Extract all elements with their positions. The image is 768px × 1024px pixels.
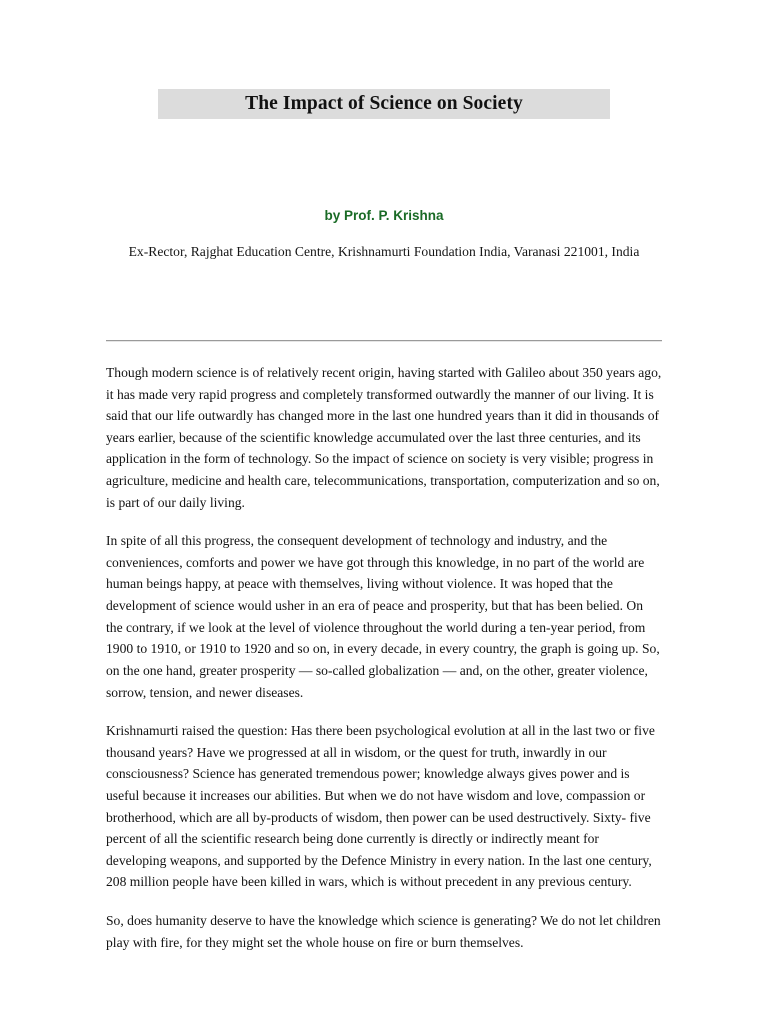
body-paragraph: Krishnamurti raised the question: Has there been psychological evolution at all in the last two or five thousand years? Have we progressed at all in wisdom, or the quest for truth, inwardly in our consciousness? Science has generated tremendous power; knowledge always gives power and is useful because it increases our abilities. But when we do not have wisdom and love, compassion or brotherhood, which are all by-products of wisdom, then power can be used destructively. Sixty- five percent of all the scientific research being done currently is directly or indirectly meant for developing weapons, and supported by the Defence Ministry in every nation. In the last one century, 208 million people have been killed in wars, which is without precedent in any previous century. [106,723,655,890]
body-paragraph: So, does humanity deserve to have the knowledge which science is generating? We do not let children play with fire, for they might set the whole house on fire or burn themselves. [106,913,661,950]
page-title: The Impact of Science on Society [245,93,523,115]
author-affiliation: Ex-Rector, Rajghat Education Centre, Krishnamurti Foundation India, Varanasi 221001, India [128,244,640,259]
author-byline: by Prof. P. Krishna [324,208,444,223]
body-paragraph: Though modern science is of relatively recent origin, having started with Galileo about 350 years ago, it has made very rapid progress and completely transformed outwardly the manner of our living. It is said that our life outwardly has changed more in the last one hundred years than it did in thousands of years earlier, because of the scientific knowledge accumulated over the last three centuries, and its application in the form of technology. So the impact of science on society is very visible; progress in agriculture, medicine and health care, telecommunications, transportation, computerization and so on, is part of our daily living. [106,365,662,510]
header-divider [106,340,662,342]
article-body [106,362,662,953]
title-band [158,89,610,119]
body-paragraph: In spite of all this progress, the consequent development of technology and industry, and the conveniences, comforts and power we have got through this knowledge, in no part of the world are human beings happy, at peace with themselves, living without violence. It was hoped that the development of science would usher in an era of peace and prosperity, but that has been belied. On the contrary, if we look at the level of violence throughout the world during a ten-year period, from 1900 to 1910, or 1910 to 1920 and so on, in every decade, in every country, the graph is going up. So, on the one hand, greater prosperity — so-called globalization — and, on the other, greater violence, sorrow, tension, and newer diseases. [106,533,660,700]
